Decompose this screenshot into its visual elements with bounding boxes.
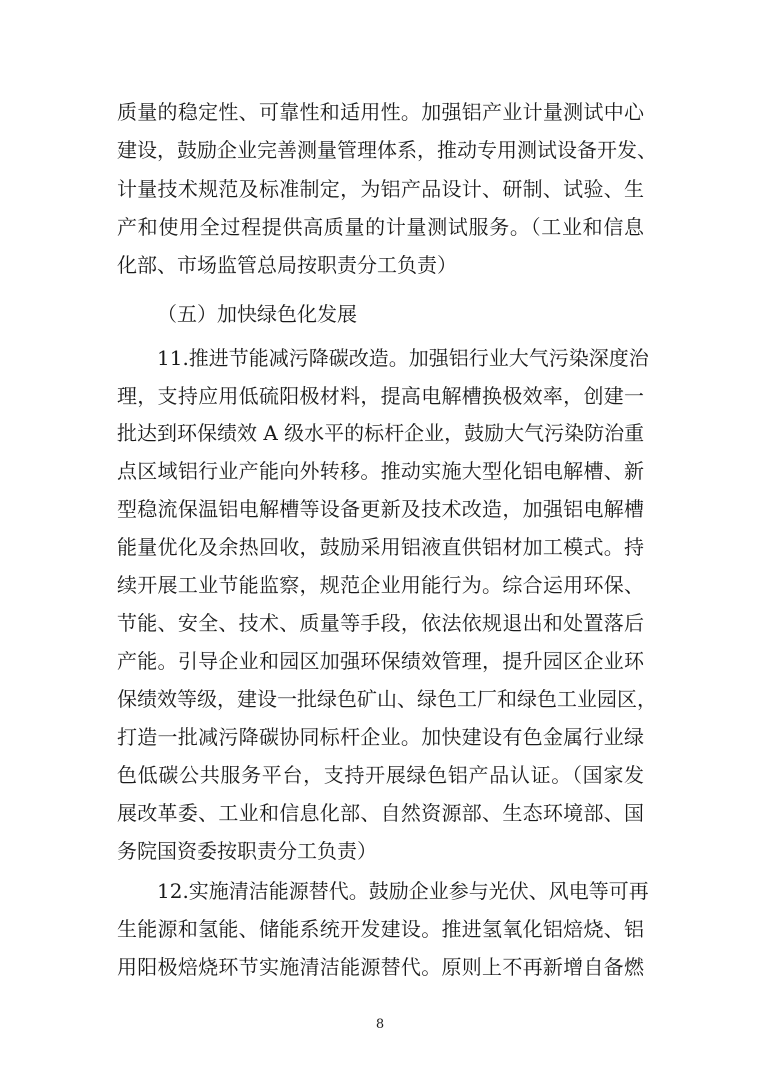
- text-line: 用阳极焙烧环节实施清洁能源替代。原则上不再新增自备燃: [117, 955, 644, 979]
- text-line: 续开展工业节能监察，规范企业用能行为。综合运用环保、: [117, 573, 644, 597]
- paragraph-first-line: 11.推进节能减污降碳改造。加强铝行业大气污染深度治: [157, 346, 649, 370]
- section-heading: （五）加快绿色化发展: [157, 302, 357, 326]
- text-line: 展改革委、工业和信息化部、自然资源部、生态环境部、国: [117, 801, 644, 825]
- page-number: 8: [375, 1017, 385, 1032]
- text-line: 型稳流保温铝电解槽等设备更新及技术改造，加强铝电解槽: [117, 497, 644, 521]
- text-line: 产能。引导企业和园区加强环保绩效管理，提升园区企业环: [117, 649, 644, 673]
- text-line: 产和使用全过程提供高质量的计量测试服务。（工业和信息: [117, 215, 644, 239]
- text-line: 质量的稳定性、可靠性和适用性。加强铝产业计量测试中心: [117, 100, 644, 124]
- text-line: 点区域铝行业产能向外转移。推动实施大型化铝电解槽、新: [117, 459, 644, 483]
- text-line: 理，支持应用低硫阳极材料，提高电解槽换极效率，创建一: [117, 384, 644, 408]
- text-line: 务院国资委按职责分工负责）: [117, 839, 377, 863]
- text-line: 建设，鼓励企业完善测量管理体系，推动专用测试设备开发、: [117, 138, 657, 162]
- text-line: 节能、安全、技术、质量等手段，依法依规退出和处置落后: [117, 611, 644, 635]
- text-line: 打造一批减污降碳协同标杆企业。加快建设有色金属行业绿: [117, 725, 644, 749]
- text-line: 计量技术规范及标准制定，为铝产品设计、研制、试验、生: [117, 177, 644, 201]
- text-line: 色低碳公共服务平台，支持开展绿色铝产品认证。（国家发: [117, 763, 644, 787]
- text-line: 化部、市场监管总局按职责分工负责）: [117, 253, 457, 277]
- text-line: 生能源和氢能、储能系统开发建设。推进氢氧化铝焙烧、铝: [117, 917, 644, 941]
- text-line: 批达到环保绩效 A 级水平的标杆企业，鼓励大气污染防治重: [117, 421, 645, 445]
- paragraph-first-line: 12.实施清洁能源替代。鼓励企业参与光伏、风电等可再: [157, 879, 649, 903]
- text-line: 保绩效等级，建设一批绿色矿山、绿色工厂和绿色工业园区，: [117, 687, 657, 711]
- text-line: 能量优化及余热回收，鼓励采用铝液直供铝材加工模式。持: [117, 535, 644, 559]
